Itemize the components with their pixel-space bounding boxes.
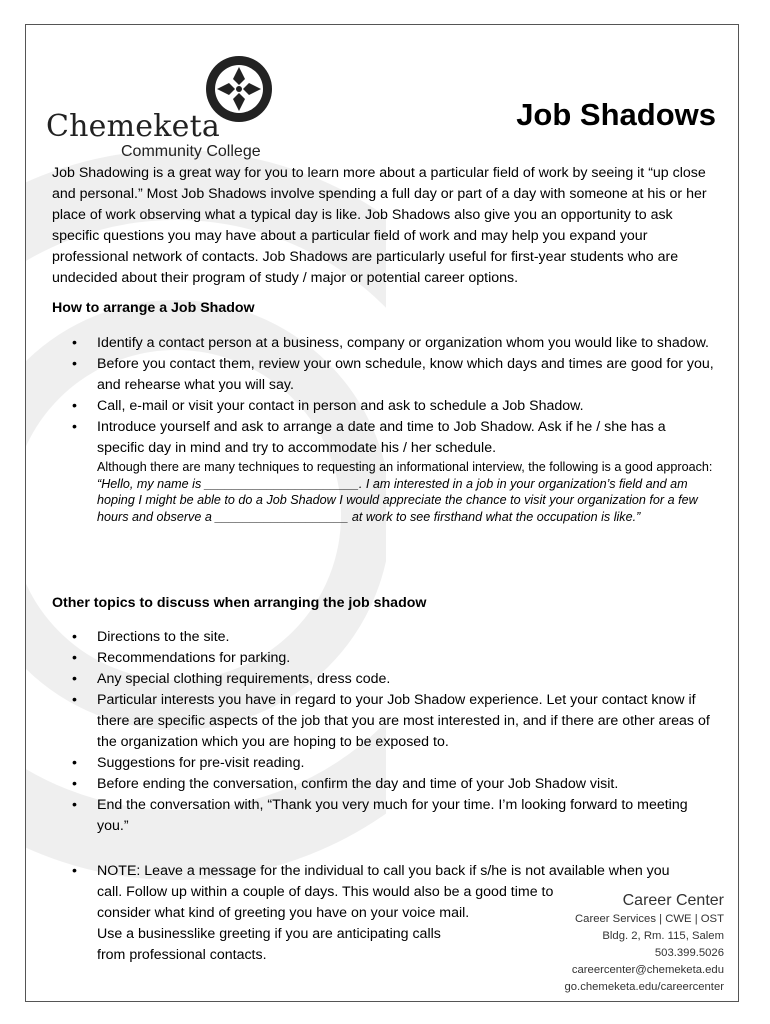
career-center-url[interactable]: go.chemeketa.edu/careercenter — [564, 981, 724, 993]
list-item — [52, 417, 716, 525]
list-item-text: Introduce yourself and ask to arrange a date and time to Job Shadow. Ask if he / she has a specific day in mind and try to accommodate his / her schedule. — [97, 419, 666, 456]
topics-list — [52, 627, 716, 837]
list-item: • Identify a contact person at a business, company or organization whom you would like to shadow. — [52, 333, 716, 354]
career-center-phone: 503.399.5026 — [654, 947, 724, 959]
career-center-building: Bldg. 2, Rm. 115, Salem — [602, 930, 724, 942]
career-center-services: Career Services | CWE | OST — [575, 913, 724, 925]
career-center-email[interactable]: careercenter@chemeketa.edu — [571, 964, 724, 976]
career-center-title: Career Center — [622, 892, 724, 909]
sample-script: “Hello, my name is ______________________. I am interested in a job in your organization’s field and am hoping I might be able to do a Job Shadow I would appreciate the chance to visit your organization for a few hours and observe a ___________________ at work to see firsthand what the occupation is like.” — [97, 476, 698, 524]
intro-paragraph: Job Shadowing is a great way for you to learn more about a particular field of work by seeing it “up close and personal.” Most Job Shadows involve spending a full day or part of a day with someone at his or her place of work observing what a typical day is like. Job Shadows also give you an opportunity to ask specific questions you may have about a particular field of work and may help you expand your professional network of contacts. Job Shadows are particularly useful for first-year students who are undecided about their program of study / major or potential career options. — [52, 165, 707, 286]
arrange-list — [52, 333, 716, 525]
note-line: Use a businesslike greeting if you are anticipating calls — [97, 926, 441, 942]
approach-note: Although there are many techniques to requesting an informational interview, the following is a good approach: — [97, 460, 713, 474]
note-line: from professional contacts. — [97, 947, 267, 963]
list-item: • Particular interests you have in regard to your Job Shadow experience. Let your contact know if there are specific aspects of the job that you are most interested in, and if there are other areas of the organization which you are hoping to be exposed to. — [52, 690, 716, 753]
topics-heading: Other topics to discuss when arranging the job shadow — [52, 595, 427, 611]
list-item: • End the conversation with, “Thank you very much for your time. I’m looking forward to meeting you.” — [52, 795, 716, 837]
logo-wordmark: Chemeketa — [46, 109, 220, 144]
list-item: • Before you contact them, review your own schedule, know which days and times are good for you, and rehearse what you will say. — [52, 354, 716, 396]
note-line: • NOTE: Leave a message for the individual to call you back if s/he is not available when you — [97, 863, 670, 879]
arrange-heading: How to arrange a Job Shadow — [52, 300, 255, 316]
note-line: consider what kind of greeting you have on your voice mail. — [97, 905, 470, 921]
note-line: call. Follow up within a couple of days. This would also be a good time to — [97, 884, 554, 900]
list-item: • Any special clothing requirements, dress code. — [52, 669, 716, 690]
career-center-contact — [564, 891, 724, 996]
list-item: • Call, e-mail or visit your contact in person and ask to schedule a Job Shadow. — [52, 396, 716, 417]
list-item: • Recommendations for parking. — [52, 648, 716, 669]
logo-subtitle: Community College — [121, 143, 261, 160]
list-item: • Directions to the site. — [52, 627, 716, 648]
list-item: • Suggestions for pre-visit reading. — [52, 753, 716, 774]
college-logo — [46, 51, 278, 163]
list-item: • Before ending the conversation, confirm the day and time of your Job Shadow visit. — [52, 774, 716, 795]
document-page — [25, 24, 739, 1002]
page-title: Job Shadows — [516, 97, 716, 132]
